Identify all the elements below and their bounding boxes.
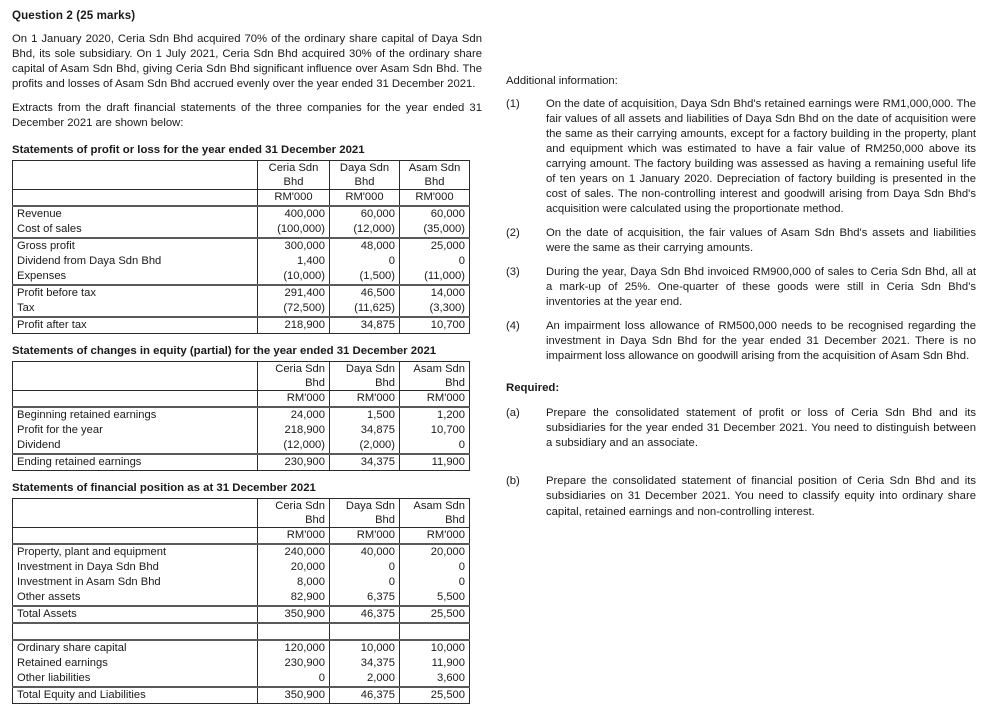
cell-daya: 0 [330,575,400,590]
cell-asam: 0 [400,560,470,575]
cell-asam: 14,000 [400,285,470,301]
cell-asam: 10,000 [400,640,470,656]
unit-label: RM'000 [400,189,470,206]
cell-ceria: 8,000 [258,575,330,590]
cell-ceria: (100,000) [258,222,330,238]
unit-label: RM'000 [330,527,400,544]
cell-ceria: 291,400 [258,285,330,301]
table-row [13,454,470,471]
table-row [13,590,470,606]
intro-paragraph-1: On 1 January 2020, Ceria Sdn Bhd acquired 70% of the ordinary share capital of Daya Sdn Bhd, its sole subsidiary. On 1 July 2021, Ceria Sdn Bhd acquired 30% of the ordinary share capital of Asam Sdn Bhd, giving Ceria Sdn Bhd significant influence over Asam Sdn Bhd. The profits and losses of Asam Sdn Bhd accrued evenly over the year ended 31 December 2021. [12,33,482,91]
cell-ceria: 300,000 [258,238,330,254]
cell-daya: 34,375 [330,454,400,471]
table-header-row [13,361,470,390]
table-row [13,640,470,656]
column-header-company: Ceria Sdn Bhd [258,498,330,527]
column-header-blank [13,361,258,390]
table-caption-profit-or-loss: Statements of profit or loss for the year ended 31 December 2021 [12,143,365,156]
left-column [12,8,482,704]
cell-daya: (11,625) [330,301,400,317]
cell-daya: 46,500 [330,285,400,301]
column-header-company: Asam Sdn Bhd [400,361,470,390]
row-label: Cost of sales [13,222,258,238]
table-spacer-row [13,623,470,640]
required-item [506,406,976,451]
list-marker: (2) [506,227,520,240]
cell-asam [400,623,470,640]
cell-ceria: 230,900 [258,656,330,671]
cell-daya: 10,000 [330,640,400,656]
cell-daya: 46,375 [330,687,400,704]
cell-ceria: 400,000 [258,206,330,222]
cell-daya: 1,500 [330,407,400,423]
list-marker: (1) [506,98,520,111]
additional-information-list [506,97,976,364]
cell-asam: (3,300) [400,301,470,317]
cell-asam: 20,000 [400,544,470,560]
additional-information-item [506,97,976,217]
cell-asam: 0 [400,254,470,269]
row-label: Investment in Asam Sdn Bhd [13,575,258,590]
row-label: Profit after tax [13,317,258,334]
cell-asam: 10,700 [400,423,470,438]
list-text: On the date of acquisition, the fair values of Asam Sdn Bhd's assets and liabilities were the same as their carrying amounts. [546,227,976,255]
cell-asam: 0 [400,575,470,590]
unit-label: RM'000 [400,390,470,407]
cell-ceria: 20,000 [258,560,330,575]
required-item [506,474,976,519]
row-label: Dividend [13,438,258,454]
cell-asam: (11,000) [400,269,470,285]
row-label: Profit before tax [13,285,258,301]
table-row [13,438,470,454]
list-text: Prepare the consolidated statement of profit or loss of Ceria Sdn Bhd and its subsidiaries for the year ended 31 December 2021. You need to distinguish between a subsidiary and an associate. [546,407,976,450]
cell-daya: 0 [330,560,400,575]
row-label [13,623,258,640]
row-label: Total Equity and Liabilities [13,687,258,704]
unit-label: RM'000 [258,189,330,206]
unit-blank [13,527,258,544]
cell-asam: 60,000 [400,206,470,222]
row-label: Revenue [13,206,258,222]
unit-label: RM'000 [400,527,470,544]
cell-asam: (35,000) [400,222,470,238]
table-row [13,560,470,575]
row-label: Total Assets [13,606,258,623]
cell-daya: 40,000 [330,544,400,560]
cell-ceria: (12,000) [258,438,330,454]
row-label: Tax [13,301,258,317]
list-marker: (3) [506,266,520,279]
right-column [506,74,976,529]
cell-daya: (1,500) [330,269,400,285]
table-caption-changes-in-equity: Statements of changes in equity (partial) for the year ended 31 December 2021 [12,344,437,357]
table-unit-row [13,189,470,206]
cell-asam: 0 [400,438,470,454]
table-row [13,285,470,301]
unit-blank [13,189,258,206]
required-heading: Required: [506,382,560,395]
cell-ceria: (10,000) [258,269,330,285]
cell-ceria: 350,900 [258,687,330,704]
additional-information-item [506,265,976,310]
cell-daya: 34,375 [330,656,400,671]
cell-asam: 5,500 [400,590,470,606]
column-header-company: Asam Sdn Bhd [400,498,470,527]
additional-information-item [506,226,976,256]
cell-asam: 10,700 [400,317,470,334]
list-text: On the date of acquisition, Daya Sdn Bhd's retained earnings were RM1,000,000. The fair values of all assets and liabilities of Daya Sdn Bhd on the date of acquisition were the same as their carrying amounts, except for a factory building in the property, plant and equipment which was estimated to have a fair value of RM250,000 above its carrying amount. The factory building was assessed as having a remaining useful life of ten years on 1 January 2020. Depreciation of factory building is presented in the cost of sales. The non-controlling interest and goodwill arising from Daya Sdn Bhd's acquisition were calculated using the proportionate method. [546,98,976,216]
unit-label: RM'000 [330,390,400,407]
list-text: During the year, Daya Sdn Bhd invoiced RM900,000 of sales to Ceria Sdn Bhd, all at a mark-up of 25%. One-quarter of these goods were still in Ceria Sdn Bhd's inventories at the year end. [546,266,976,309]
table-body-profit-or-loss [13,160,470,333]
table-row [13,254,470,269]
row-label: Beginning retained earnings [13,407,258,423]
table-row [13,671,470,687]
list-text: An impairment loss allowance of RM500,000 needs to be recognised regarding the investment in Daya Sdn Bhd for the year ended 31 December 2021. There is no impairment loss allowance on goodwill arising from the acquisition of Asam Sdn Bhd. [546,320,976,363]
table-row [13,317,470,334]
column-header-company: Daya Sdn Bhd [330,498,400,527]
cell-daya: 6,375 [330,590,400,606]
row-label: Profit for the year [13,423,258,438]
column-header-company: Ceria Sdn Bhd [258,160,330,189]
cell-asam: 11,900 [400,454,470,471]
cell-ceria: 82,900 [258,590,330,606]
list-marker: (b) [506,475,520,488]
cell-ceria: 218,900 [258,317,330,334]
cell-asam: 11,900 [400,656,470,671]
row-label: Dividend from Daya Sdn Bhd [13,254,258,269]
table-row [13,407,470,423]
intro-paragraph-2: Extracts from the draft financial statements of the three companies for the year ended 31 December 2021 are shown below: [12,102,482,130]
cell-daya [330,623,400,640]
table-header-row [13,498,470,527]
cell-ceria: 120,000 [258,640,330,656]
additional-information-heading: Additional information: [506,75,618,87]
row-label: Other assets [13,590,258,606]
cell-asam: 25,500 [400,687,470,704]
cell-asam: 1,200 [400,407,470,423]
cell-ceria: 350,900 [258,606,330,623]
row-label: Gross profit [13,238,258,254]
list-text: Prepare the consolidated statement of financial position of Ceria Sdn Bhd and its subsidiaries on 31 December 2021. You need to classify equity into ordinary share capital, retained earnings and non-controlling interest. [546,475,976,518]
cell-ceria: 24,000 [258,407,330,423]
cell-asam: 25,000 [400,238,470,254]
table-row [13,606,470,623]
row-label: Ending retained earnings [13,454,258,471]
cell-daya: (12,000) [330,222,400,238]
row-label: Expenses [13,269,258,285]
cell-daya: 2,000 [330,671,400,687]
table-row [13,544,470,560]
row-label: Retained earnings [13,656,258,671]
table-unit-row [13,527,470,544]
cell-ceria: 0 [258,671,330,687]
cell-daya: 46,375 [330,606,400,623]
row-label: Investment in Daya Sdn Bhd [13,560,258,575]
cell-asam: 3,600 [400,671,470,687]
table-unit-row [13,390,470,407]
unit-label: RM'000 [258,390,330,407]
cell-ceria: 230,900 [258,454,330,471]
cell-ceria: 1,400 [258,254,330,269]
column-header-blank [13,160,258,189]
cell-daya: 48,000 [330,238,400,254]
table-row [13,301,470,317]
table-body-financial-position [13,498,470,703]
cell-ceria: (72,500) [258,301,330,317]
column-header-blank [13,498,258,527]
additional-information-item [506,319,976,364]
list-marker: (a) [506,407,520,420]
column-header-company: Daya Sdn Bhd [330,160,400,189]
required-list [506,406,976,519]
page-title: Question 2 (25 marks) [12,9,136,22]
table-caption-financial-position: Statements of financial position as at 31 December 2021 [12,481,316,494]
table-profit-or-loss [12,160,470,334]
cell-daya: 0 [330,254,400,269]
table-row [13,222,470,238]
table-row [13,687,470,704]
unit-label: RM'000 [258,527,330,544]
table-row [13,269,470,285]
table-financial-position [12,498,470,704]
column-header-company: Asam Sdn Bhd [400,160,470,189]
table-row [13,238,470,254]
cell-daya: 60,000 [330,206,400,222]
unit-blank [13,390,258,407]
column-header-company: Daya Sdn Bhd [330,361,400,390]
unit-label: RM'000 [330,189,400,206]
list-marker: (4) [506,320,520,333]
column-header-company: Ceria Sdn Bhd [258,361,330,390]
cell-asam: 25,500 [400,606,470,623]
row-label: Property, plant and equipment [13,544,258,560]
table-row [13,423,470,438]
cell-daya: 34,875 [330,317,400,334]
table-row [13,656,470,671]
cell-ceria [258,623,330,640]
table-header-row [13,160,470,189]
table-row [13,575,470,590]
cell-ceria: 240,000 [258,544,330,560]
table-row [13,206,470,222]
table-changes-in-equity [12,361,470,471]
cell-daya: (2,000) [330,438,400,454]
row-label: Ordinary share capital [13,640,258,656]
cell-daya: 34,875 [330,423,400,438]
table-body-changes-in-equity [13,361,470,470]
row-label: Other liabilities [13,671,258,687]
cell-ceria: 218,900 [258,423,330,438]
